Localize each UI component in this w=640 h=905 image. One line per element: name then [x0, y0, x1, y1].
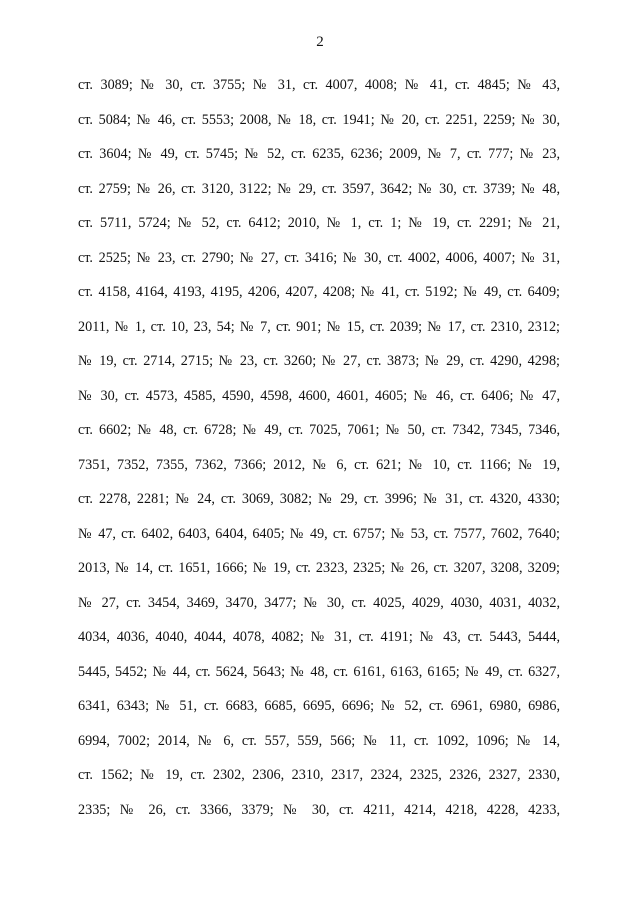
text-line: ст. 2759; № 26, ст. 3120, 3122; № 29, ст. 3597, 3642; № 30, ст. 3739; № 48,	[78, 180, 560, 197]
text-line: ст. 2525; № 23, ст. 2790; № 27, ст. 3416; № 30, ст. 4002, 4006, 4007; № 31,	[78, 249, 560, 266]
text-line: 6994, 7002; 2014, № 6, ст. 557, 559, 566; № 11, ст. 1092, 1096; № 14,	[78, 732, 560, 749]
text-line: ст. 6602; № 48, ст. 6728; № 49, ст. 7025, 7061; № 50, ст. 7342, 7345, 7346,	[78, 422, 560, 438]
text-line: 5445, 5452; № 44, ст. 5624, 5643; № 48, ст. 6161, 6163, 6165; № 49, ст. 6327,	[78, 663, 560, 680]
text-line: № 47, ст. 6402, 6403, 6404, 6405; № 49, ст. 6757; № 53, ст. 7577, 7602, 7640;	[78, 525, 560, 542]
text-line: № 30, ст. 4573, 4585, 4590, 4598, 4600, 4601, 4605; № 46, ст. 6406; № 47,	[78, 387, 560, 404]
text-line: 2011, № 1, ст. 10, 23, 54; № 7, ст. 901; № 15, ст. 2039; № 17, ст. 2310, 2312;	[78, 318, 560, 335]
text-line: № 27, ст. 3454, 3469, 3470, 3477; № 30, ст. 4025, 4029, 4030, 4031, 4032,	[78, 594, 560, 611]
text-line: ст. 3604; № 49, ст. 5745; № 52, ст. 6235, 6236; 2009, № 7, ст. 777; № 23,	[78, 146, 560, 162]
text-line: ст. 5711, 5724; № 52, ст. 6412; 2010, № 1, ст. 1; № 19, ст. 2291; № 21,	[78, 215, 560, 231]
text-line: 7351, 7352, 7355, 7362, 7366; 2012, № 6, ст. 621; № 10, ст. 1166; № 19,	[78, 456, 560, 473]
text-line: ст. 1562; № 19, ст. 2302, 2306, 2310, 2317, 2324, 2325, 2326, 2327, 2330,	[78, 767, 560, 783]
text-line: 4034, 4036, 4040, 4044, 4078, 4082; № 31, ст. 4191; № 43, ст. 5443, 5444,	[78, 629, 560, 645]
text-line: ст. 5084; № 46, ст. 5553; 2008, № 18, ст. 1941; № 20, ст. 2251, 2259; № 30,	[78, 111, 560, 128]
text-line: 2335; № 26, ст. 3366, 3379; № 30, ст. 4211, 4214, 4218, 4228, 4233,	[78, 801, 560, 818]
text-line: № 19, ст. 2714, 2715; № 23, ст. 3260; № 27, ст. 3873; № 29, ст. 4290, 4298;	[78, 353, 560, 369]
text-line: ст. 4158, 4164, 4193, 4195, 4206, 4207, 4208; № 41, ст. 5192; № 49, ст. 6409;	[78, 284, 560, 300]
text-line: 2013, № 14, ст. 1651, 1666; № 19, ст. 2323, 2325; № 26, ст. 3207, 3208, 3209;	[78, 560, 560, 576]
text-line: 6341, 6343; № 51, ст. 6683, 6685, 6695, 6696; № 52, ст. 6961, 6980, 6986,	[78, 698, 560, 714]
text-line: ст. 2278, 2281; № 24, ст. 3069, 3082; № 29, ст. 3996; № 31, ст. 4320, 4330;	[78, 491, 560, 507]
text-line: ст. 3089; № 30, ст. 3755; № 31, ст. 4007, 4008; № 41, ст. 4845; № 43,	[78, 77, 560, 93]
page-number: 2	[316, 34, 324, 50]
body-text	[78, 68, 560, 827]
